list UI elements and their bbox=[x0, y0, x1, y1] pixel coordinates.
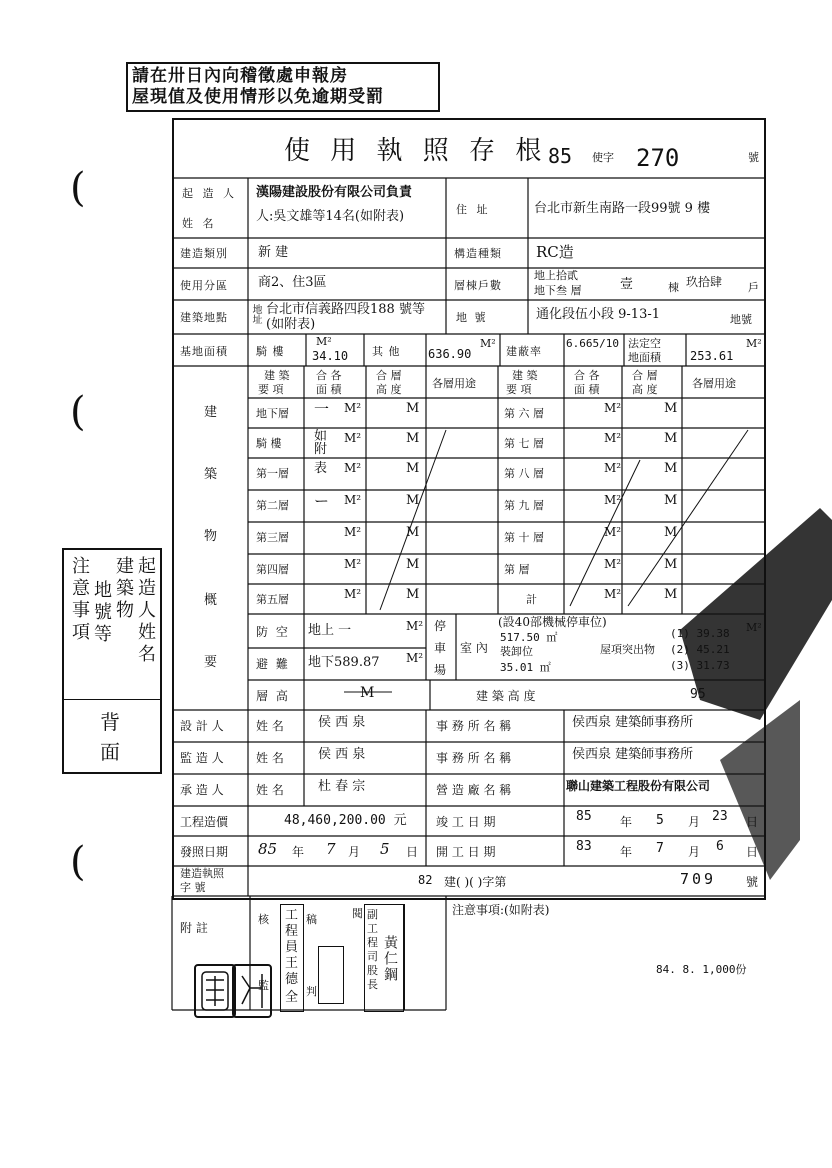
seal-label-4: 監 bbox=[258, 979, 269, 992]
completion-month: 5 bbox=[656, 813, 664, 828]
header-height2-right: 高 度 bbox=[632, 383, 658, 396]
permit-prefix: 建( )( )字第 bbox=[444, 875, 507, 889]
height-unit: M bbox=[664, 401, 678, 416]
area-unit: M² bbox=[344, 525, 362, 539]
header-area1: 合 各 bbox=[316, 369, 342, 382]
section-chief-seal bbox=[364, 904, 404, 1012]
height-unit: M bbox=[664, 587, 678, 602]
header-area1-right: 合 各 bbox=[574, 369, 600, 382]
floor-row-name: 第四層 bbox=[256, 563, 289, 576]
air-raid-label: 防 空 bbox=[256, 625, 290, 639]
site-value1: 台北市信義路四段188 號等 bbox=[266, 302, 425, 317]
height-unit: M bbox=[406, 587, 420, 602]
overview-side-char-3: 物 bbox=[204, 529, 218, 544]
parking-indoor: 室 內 bbox=[460, 641, 488, 655]
usage-zone-value: 商2、住3區 bbox=[258, 275, 327, 290]
roof-value-3: (3) 31.73 bbox=[670, 659, 730, 672]
permit-suffix: 號 bbox=[746, 875, 759, 889]
construction-type-value: 新 建 bbox=[258, 245, 289, 260]
completion-year: 85 bbox=[576, 809, 592, 824]
license-number: 270 bbox=[636, 144, 680, 172]
issue-year-unit: 年 bbox=[292, 845, 305, 859]
issue-year: 85 bbox=[258, 840, 278, 858]
construction-type-label: 建造類別 bbox=[180, 247, 228, 260]
start-month: 7 bbox=[656, 841, 664, 856]
side-notice-back2: 面 bbox=[100, 740, 120, 764]
form-title: 使 用 執 照 存 根 bbox=[284, 136, 548, 166]
designer-name-label: 姓 名 bbox=[256, 719, 284, 733]
chief-seal-char: 長 bbox=[367, 978, 378, 991]
overview-side-char-1: 建 bbox=[204, 405, 218, 420]
start-year: 83 bbox=[576, 839, 592, 854]
contractor-name: 杜 春 宗 bbox=[318, 779, 366, 794]
header-item1: 建 築 bbox=[264, 369, 290, 382]
arcade-value: 34.10 bbox=[312, 349, 349, 363]
designer-office-label: 事 務 所 名 稱 bbox=[436, 719, 512, 733]
height-unit: M bbox=[406, 401, 420, 416]
seal-label-1: 核 bbox=[258, 913, 269, 926]
engineer-seal-char: 程 bbox=[285, 924, 299, 939]
area-unit: M² bbox=[604, 525, 622, 539]
engineer-seal-char: 全 bbox=[285, 990, 299, 1005]
header-height1: 合 層 bbox=[376, 369, 402, 382]
floor-row-note: 表 bbox=[314, 461, 328, 476]
top-notice-line1: 請在卅日內向稽徵處申報房 bbox=[132, 66, 348, 86]
contractor-label: 承 造 人 bbox=[180, 783, 224, 797]
seal-label-3: 閱 bbox=[352, 907, 363, 920]
applicant-value2: 人:吳文雄等14名(如附表) bbox=[256, 209, 405, 224]
license-suffix: 號 bbox=[748, 151, 759, 164]
completion-label: 竣 工 日 期 bbox=[436, 815, 496, 829]
households-unit: 戶 bbox=[748, 281, 759, 294]
floor-row-note: 如 附 bbox=[314, 429, 328, 457]
height-unit: M bbox=[664, 557, 678, 572]
chief-seal-name: 黃仁鋼 bbox=[382, 935, 398, 983]
households-count: 玖拾肆 bbox=[686, 275, 723, 289]
side-notice-back: 背 bbox=[100, 710, 120, 734]
issue-month-unit: 月 bbox=[348, 845, 361, 859]
floor-row-name: 第 層 bbox=[504, 563, 530, 576]
building-height-value: 95 bbox=[690, 687, 706, 702]
lot-unit: 地號 bbox=[730, 313, 752, 326]
roof-unit: M² bbox=[746, 621, 762, 634]
address-value: 台北市新生南路一段99號 9 樓 bbox=[534, 201, 711, 216]
header-usage: 各層用途 bbox=[432, 377, 476, 390]
supervisor-name-label: 姓 名 bbox=[256, 751, 284, 765]
designer-office: 侯西泉 建築師事務所 bbox=[572, 715, 694, 730]
floor-row-name: 第 八 層 bbox=[504, 467, 544, 480]
lot-label: 地 號 bbox=[456, 311, 488, 324]
designer-label: 設 計 人 bbox=[180, 719, 224, 733]
seal-label-5: 判 bbox=[306, 985, 317, 998]
square-seal-right bbox=[232, 964, 272, 1018]
floor-row-name: 第三層 bbox=[256, 531, 289, 544]
area-unit: M² bbox=[344, 431, 362, 445]
parking-area2: 35.01 ㎡ bbox=[500, 661, 551, 674]
header-item2: 要 項 bbox=[258, 383, 284, 396]
binder-hole-3: ( bbox=[70, 839, 86, 885]
license-prefix: 使字 bbox=[592, 151, 614, 164]
issue-day-unit: 日 bbox=[406, 845, 419, 859]
floor-row-name: 第 十 層 bbox=[504, 531, 544, 544]
floor-height-label: 層 高 bbox=[256, 689, 290, 703]
cost-label: 工程造價 bbox=[180, 815, 229, 829]
arcade-label: 騎 樓 bbox=[256, 345, 285, 358]
chief-seal-char: 司 bbox=[367, 950, 378, 963]
permit-year: 82 bbox=[418, 873, 433, 887]
floor-row-name: 第一層 bbox=[256, 467, 289, 480]
shelter-unit: M² bbox=[406, 651, 424, 665]
air-raid-unit: M² bbox=[406, 619, 424, 633]
area-unit: M² bbox=[344, 401, 362, 415]
roof-label: 屋項突出物 bbox=[600, 643, 655, 656]
shelter-label: 避 難 bbox=[256, 657, 290, 671]
floor-row-name: 第 九 層 bbox=[504, 499, 544, 512]
square-seal-left bbox=[194, 964, 236, 1018]
address-label: 住 址 bbox=[456, 203, 491, 216]
roof-value-2: (2) 45.21 bbox=[670, 643, 730, 656]
building-height-label: 建 築 高 度 bbox=[476, 689, 536, 703]
chief-seal-char: 副 bbox=[367, 908, 378, 921]
seal-pattern-icon bbox=[234, 966, 270, 1016]
floor-row-name: 第 六 層 bbox=[504, 407, 544, 420]
contractor-firm: 聯山建築工程股份有限公司 bbox=[566, 779, 711, 793]
roof-value-1: (1) 39.38 bbox=[670, 627, 730, 640]
area-unit: M² bbox=[344, 493, 362, 507]
structure-label: 構造種類 bbox=[454, 247, 502, 260]
floor-row-name: 地下層 bbox=[256, 407, 289, 420]
side-notice-col4: 起造人姓名 bbox=[135, 556, 156, 666]
permit-label1: 建造執照 bbox=[180, 867, 224, 880]
floor-height-value: M bbox=[360, 685, 375, 701]
floors-below: 地下叁 層 bbox=[534, 284, 582, 297]
header-height1-right: 合 層 bbox=[632, 369, 658, 382]
legal-open-label2: 地面積 bbox=[628, 351, 661, 364]
area-unit: M² bbox=[344, 557, 362, 571]
engineer-seal-char: 工 bbox=[285, 908, 299, 923]
other-unit: M² bbox=[480, 337, 496, 350]
overview-side-char-2: 築 bbox=[204, 467, 218, 482]
site-label: 建築地點 bbox=[180, 311, 228, 324]
supervisor-office: 侯西泉 建築師事務所 bbox=[572, 747, 694, 762]
buildings-unit: 棟 bbox=[668, 281, 679, 294]
completion-month-unit: 月 bbox=[688, 815, 701, 829]
lot-value: 通化段伍小段 9-13-1 bbox=[536, 307, 661, 322]
start-month-unit: 月 bbox=[688, 845, 701, 859]
print-info: 84. 8. 1,000份 bbox=[656, 963, 747, 976]
engineer-seal bbox=[280, 904, 304, 1012]
legal-open-unit: M² bbox=[746, 337, 762, 350]
usage-zone-label: 使用分區 bbox=[180, 279, 228, 292]
completion-year-unit: 年 bbox=[620, 815, 633, 829]
issue-label: 發照日期 bbox=[180, 845, 229, 859]
designer-name: 侯 西 泉 bbox=[318, 715, 366, 730]
floor-row-note: 一 bbox=[314, 400, 330, 418]
height-unit: M bbox=[664, 525, 678, 540]
header-area2: 面 積 bbox=[316, 383, 342, 396]
remarks-note: 注意事項:(如附表) bbox=[452, 903, 550, 917]
contractor-name-label: 姓 名 bbox=[256, 783, 284, 797]
header-height2: 高 度 bbox=[376, 383, 402, 396]
start-day-unit: 日 bbox=[746, 845, 759, 859]
header-usage-right: 各層用途 bbox=[692, 377, 736, 390]
header-area2-right: 面 積 bbox=[574, 383, 600, 396]
height-unit: M bbox=[406, 431, 420, 446]
applicant-label2: 姓 名 bbox=[182, 217, 217, 230]
legal-open-label1: 法定空 bbox=[628, 337, 661, 350]
area-unit: M² bbox=[604, 461, 622, 475]
chief-seal-char: 股 bbox=[367, 964, 378, 977]
height-unit: M bbox=[406, 557, 420, 572]
site-value2: (如附表) bbox=[266, 317, 316, 332]
coverage-value: 6.665/10 bbox=[566, 337, 619, 350]
area-unit: M² bbox=[604, 557, 622, 571]
height-unit: M bbox=[406, 493, 420, 508]
header-item1-right: 建 築 bbox=[512, 369, 538, 382]
other-value: 636.90 bbox=[428, 347, 472, 361]
side-notice-col2: 地號等 bbox=[91, 580, 112, 646]
seal-pattern-icon bbox=[196, 966, 234, 1016]
engineer-seal-char: 王 bbox=[285, 956, 299, 971]
binder-hole-2: ( bbox=[70, 389, 86, 435]
start-label: 開 工 日 期 bbox=[436, 845, 496, 859]
binder-hole-1: ( bbox=[70, 165, 86, 211]
issue-day: 5 bbox=[380, 840, 390, 858]
floor-row-name: 計 bbox=[526, 593, 537, 606]
overview-side-char-4: 概 bbox=[204, 593, 218, 608]
other-label: 其 他 bbox=[372, 345, 401, 358]
parking-label-1: 停 bbox=[434, 619, 447, 633]
supervisor-office-label: 事 務 所 名 稱 bbox=[436, 751, 512, 765]
area-unit: M² bbox=[604, 493, 622, 507]
parking-label-2: 車 bbox=[434, 641, 447, 655]
start-day: 6 bbox=[716, 839, 724, 854]
floors-label: 層棟戶數 bbox=[454, 279, 502, 292]
issue-month: 7 bbox=[326, 840, 336, 858]
floors-above: 地上拾貳 bbox=[534, 269, 578, 282]
height-unit: M bbox=[406, 461, 420, 476]
engineer-seal-char: 員 bbox=[285, 940, 299, 955]
site-address-tag: 地址 bbox=[250, 304, 261, 324]
officer-stamp bbox=[318, 946, 344, 1004]
floor-row-name: 第五層 bbox=[256, 593, 289, 606]
seal-label-2: 稿 bbox=[306, 913, 317, 926]
legal-open-value: 253.61 bbox=[690, 349, 734, 363]
arcade-unit: M² bbox=[316, 335, 332, 348]
completion-day: 23 bbox=[712, 809, 728, 824]
height-unit: M bbox=[664, 431, 678, 446]
parking-note: (設40部機械停車位) bbox=[498, 615, 607, 629]
parking-loading: 裝卸位 bbox=[500, 645, 533, 658]
permit-label2: 字 號 bbox=[180, 881, 206, 894]
floor-row-name: 第二層 bbox=[256, 499, 289, 512]
overview-side-char-5: 要 bbox=[204, 655, 218, 670]
director-stamp-vertical bbox=[404, 904, 441, 1010]
shelter-value: 地下589.87 bbox=[308, 655, 380, 670]
applicant-value1: 漢陽建設股份有限公司負責 bbox=[256, 185, 413, 200]
cost-value: 48,460,200.00 元 bbox=[284, 813, 407, 828]
land-area-label: 基地面積 bbox=[180, 345, 228, 358]
area-unit: M² bbox=[604, 587, 622, 601]
permit-number: 709 bbox=[680, 870, 717, 888]
side-notice-col1: 注意事項 bbox=[69, 556, 90, 644]
area-unit: M² bbox=[344, 461, 362, 475]
remarks-label: 附 註 bbox=[180, 921, 208, 935]
top-notice-line2: 屋現值及使用情形以免逾期受罰 bbox=[132, 87, 384, 107]
parking-area1: 517.50 ㎡ bbox=[500, 631, 558, 644]
chief-seal-char: 程 bbox=[367, 936, 378, 949]
supervisor-name: 侯 西 泉 bbox=[318, 747, 366, 762]
air-raid-value: 地上 一 bbox=[308, 623, 352, 638]
floor-row-note: ー bbox=[314, 492, 330, 510]
area-unit: M² bbox=[344, 587, 362, 601]
header-item2-right: 要 項 bbox=[506, 383, 532, 396]
completion-day-unit: 日 bbox=[746, 815, 759, 829]
side-notice-col3: 建築物 bbox=[113, 556, 134, 622]
height-unit: M bbox=[664, 493, 678, 508]
floor-row-name: 騎 樓 bbox=[256, 437, 282, 450]
area-unit: M² bbox=[604, 431, 622, 445]
floor-row-name: 第 七 層 bbox=[504, 437, 544, 450]
buildings-count: 壹 bbox=[620, 277, 634, 292]
applicant-label1: 起 造 人 bbox=[182, 187, 237, 200]
height-unit: M bbox=[664, 461, 678, 476]
contractor-firm-label: 營 造 廠 名 稱 bbox=[436, 783, 512, 797]
area-unit: M² bbox=[604, 401, 622, 415]
chief-seal-char: 工 bbox=[367, 922, 378, 935]
supervisor-label: 監 造 人 bbox=[180, 751, 224, 765]
start-year-unit: 年 bbox=[620, 845, 633, 859]
license-year: 85 bbox=[548, 144, 573, 168]
coverage-label: 建蔽率 bbox=[506, 345, 542, 358]
parking-label-3: 場 bbox=[434, 663, 447, 677]
structure-value: RC造 bbox=[536, 243, 574, 261]
engineer-seal-char: 德 bbox=[285, 972, 299, 987]
height-unit: M bbox=[406, 525, 420, 540]
